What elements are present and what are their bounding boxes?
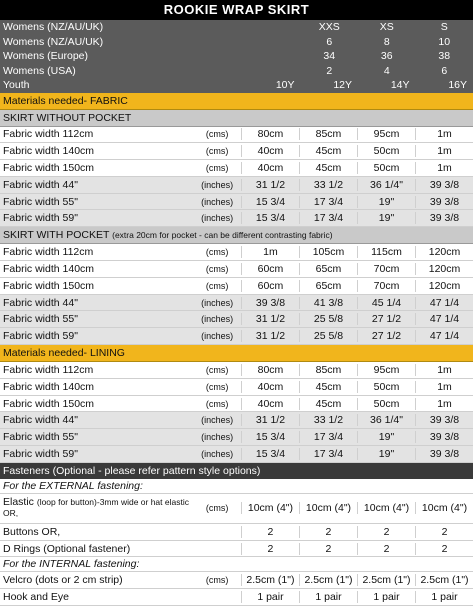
amount-value: 31 1/2 [241, 330, 299, 342]
measurement-row [0, 311, 473, 328]
fastener-row [0, 589, 473, 606]
measurement-row [0, 362, 473, 379]
unit-label: (cms) [193, 163, 241, 173]
fastener-amount: 2 [241, 526, 299, 538]
amount-value: 115cm [357, 246, 415, 258]
amount-value: 45cm [299, 381, 357, 393]
internal-fastening-table [0, 572, 473, 606]
page-title: ROOKIE WRAP SKIRT [0, 0, 473, 20]
with-pocket-note: (extra 20cm for pocket - can be different contrasting fabric) [112, 230, 332, 240]
amount-value: 60cm [241, 280, 299, 292]
fastener-amount: 1 pair [415, 591, 473, 603]
fastener-amount: 1 pair [299, 591, 357, 603]
measurement-row [0, 446, 473, 463]
measurement-row [0, 328, 473, 345]
unit-label: (cms) [193, 247, 241, 257]
amount-value: 41 3/8 [299, 297, 357, 309]
amount-value: 1m [415, 398, 473, 410]
amount-value: 1m [415, 364, 473, 376]
size-value: XXS [301, 21, 359, 33]
amount-value: 50cm [357, 398, 415, 410]
size-row-label: Womens (NZ/AU/UK) [0, 36, 243, 48]
size-row [0, 49, 473, 64]
measurement-row [0, 160, 473, 177]
size-value: 6 [301, 36, 359, 48]
fabric-width-label: Fabric width 112cm [0, 128, 193, 140]
amount-value: 25 5/8 [299, 313, 357, 325]
amount-value: 80cm [241, 128, 299, 140]
amount-value: 31 1/2 [241, 414, 299, 426]
amount-value: 19" [357, 431, 415, 443]
fastener-amount: 2.5cm (1") [241, 574, 299, 586]
measurement-row [0, 261, 473, 278]
fabric-width-label: Fabric width 55" [0, 431, 193, 443]
size-value: 2 [301, 65, 359, 77]
fasteners-section-header: Fasteners (Optional - please refer pattern style options) [0, 463, 473, 479]
size-row-label: Youth [0, 79, 243, 91]
unit-label: (inches) [193, 213, 241, 223]
fastener-amount: 10cm (4") [415, 502, 473, 514]
amount-value: 45cm [299, 145, 357, 157]
unit-label: (inches) [193, 331, 241, 341]
amount-value: 19" [357, 196, 415, 208]
fastener-amount: 2 [299, 543, 357, 555]
size-value: 14Y [358, 79, 416, 91]
fabric-width-label: Fabric width 44" [0, 179, 193, 191]
fastener-amount: 2 [415, 543, 473, 555]
fastener-amount: 10cm (4") [241, 502, 299, 514]
amount-value: 40cm [241, 162, 299, 174]
fabric-width-label: Fabric width 140cm [0, 381, 193, 393]
amount-value: 47 1/4 [415, 297, 473, 309]
amount-value: 1m [415, 381, 473, 393]
unit-label: (inches) [193, 432, 241, 442]
fastener-amount: 10cm (4") [357, 502, 415, 514]
lining-section-header: Materials needed- LINING [0, 345, 473, 362]
without-pocket-table [0, 127, 473, 228]
with-pocket-table [0, 244, 473, 345]
amount-value: 120cm [415, 246, 473, 258]
amount-value: 40cm [241, 145, 299, 157]
unit-label: (inches) [193, 415, 241, 425]
amount-value: 120cm [415, 280, 473, 292]
size-value: S [416, 21, 473, 33]
amount-value: 1m [415, 162, 473, 174]
amount-value: 39 3/8 [415, 212, 473, 224]
fastener-name: D Rings (Optional fastener) [3, 543, 130, 555]
fastener-amount: 2.5cm (1") [299, 574, 357, 586]
fastener-row [0, 541, 473, 558]
lining-table [0, 362, 473, 463]
fastener-amount: 2.5cm (1") [415, 574, 473, 586]
amount-value: 95cm [357, 364, 415, 376]
fastener-name: Buttons OR, [3, 526, 60, 538]
size-row-label: Womens (USA) [0, 65, 243, 77]
amount-value: 45 1/4 [357, 297, 415, 309]
amount-value: 65cm [299, 280, 357, 292]
unit-label: (inches) [193, 180, 241, 190]
amount-value: 105cm [299, 246, 357, 258]
fabric-width-label: Fabric width 150cm [0, 162, 193, 174]
amount-value: 17 3/4 [299, 212, 357, 224]
fastener-amount: 2 [299, 526, 357, 538]
amount-value: 1m [415, 145, 473, 157]
amount-value: 19" [357, 212, 415, 224]
amount-value: 1m [415, 128, 473, 140]
size-row-label: Womens (NZ/AU/UK) [0, 21, 243, 33]
fastener-amount: 10cm (4") [299, 502, 357, 514]
amount-value: 17 3/4 [299, 196, 357, 208]
fabric-width-label: Fabric width 112cm [0, 246, 193, 258]
amount-value: 50cm [357, 145, 415, 157]
internal-fastening-header: For the INTERNAL fastening: [0, 557, 473, 572]
amount-value: 27 1/2 [357, 330, 415, 342]
amount-value: 70cm [357, 263, 415, 275]
unit-label: (cms) [193, 365, 241, 375]
fastener-label [0, 591, 193, 603]
fastener-name: Hook and Eye [3, 591, 69, 603]
amount-value: 40cm [241, 398, 299, 410]
fastener-amount: 1 pair [357, 591, 415, 603]
measurement-row [0, 412, 473, 429]
fabric-width-label: Fabric width 44" [0, 414, 193, 426]
amount-value: 25 5/8 [299, 330, 357, 342]
fabric-width-label: Fabric width 140cm [0, 263, 193, 275]
measurement-row [0, 210, 473, 227]
unit-label: (cms) [193, 146, 241, 156]
amount-value: 39 3/8 [415, 431, 473, 443]
amount-value: 45cm [299, 162, 357, 174]
amount-value: 50cm [357, 162, 415, 174]
amount-value: 1m [241, 246, 299, 258]
amount-value: 15 3/4 [241, 212, 299, 224]
amount-value: 50cm [357, 381, 415, 393]
fastener-note: (loop for button)-3mm wide or hat elastic OR, [3, 497, 189, 518]
measurement-row [0, 194, 473, 211]
amount-value: 60cm [241, 263, 299, 275]
with-pocket-header [0, 227, 473, 244]
size-value: 10Y [243, 79, 301, 91]
fastener-label [0, 574, 193, 586]
fabric-width-label: Fabric width 59" [0, 448, 193, 460]
fastener-label [0, 543, 193, 555]
fabric-width-label: Fabric width 150cm [0, 280, 193, 292]
fastener-amount: 2 [357, 543, 415, 555]
amount-value: 47 1/4 [415, 330, 473, 342]
external-fastening-header: For the EXTERNAL fastening: [0, 479, 473, 494]
external-fastening-table [0, 494, 473, 558]
unit-label: (cms) [193, 382, 241, 392]
fastener-row [0, 524, 473, 541]
size-value: 6 [416, 65, 473, 77]
amount-value: 33 1/2 [299, 179, 357, 191]
amount-value: 39 3/8 [415, 179, 473, 191]
with-pocket-title: SKIRT WITH POCKET [3, 229, 109, 241]
size-value: 36 [358, 50, 416, 62]
fabric-width-label: Fabric width 112cm [0, 364, 193, 376]
amount-value: 15 3/4 [241, 196, 299, 208]
measurement-row [0, 127, 473, 144]
measurement-row [0, 295, 473, 312]
fabric-width-label: Fabric width 140cm [0, 145, 193, 157]
amount-value: 85cm [299, 364, 357, 376]
size-value: 34 [301, 50, 359, 62]
fastener-amount: 2 [357, 526, 415, 538]
amount-value: 36 1/4" [357, 414, 415, 426]
amount-value: 40cm [241, 381, 299, 393]
amount-value: 45cm [299, 398, 357, 410]
size-value: XS [358, 21, 416, 33]
unit-label: (inches) [193, 314, 241, 324]
fabric-width-label: Fabric width 150cm [0, 398, 193, 410]
unit-label: (cms) [193, 281, 241, 291]
unit-label: (cms) [193, 575, 241, 585]
size-row-label: Womens (Europe) [0, 50, 243, 62]
fastener-name: Elastic [3, 497, 34, 508]
measurement-row [0, 379, 473, 396]
amount-value: 15 3/4 [241, 431, 299, 443]
size-value: 4 [358, 65, 416, 77]
fabric-section-header: Materials needed- FABRIC [0, 93, 473, 110]
fastener-label [0, 526, 193, 538]
fastener-amount: 2 [241, 543, 299, 555]
measurement-row [0, 244, 473, 261]
amount-value: 15 3/4 [241, 448, 299, 460]
amount-value: 80cm [241, 364, 299, 376]
amount-value: 47 1/4 [415, 313, 473, 325]
amount-value: 85cm [299, 128, 357, 140]
amount-value: 17 3/4 [299, 448, 357, 460]
amount-value: 120cm [415, 263, 473, 275]
size-value: 10 [416, 36, 473, 48]
size-row [0, 20, 473, 35]
fastener-amount: 2.5cm (1") [357, 574, 415, 586]
size-value: 16Y [416, 79, 473, 91]
fastener-row [0, 572, 473, 589]
fabric-width-label: Fabric width 44" [0, 297, 193, 309]
size-value: 38 [416, 50, 473, 62]
amount-value: 39 3/8 [415, 196, 473, 208]
fastener-name: Velcro (dots or 2 cm strip) [3, 574, 123, 586]
amount-value: 39 3/8 [415, 414, 473, 426]
fabric-width-label: Fabric width 55" [0, 313, 193, 325]
measurement-row [0, 429, 473, 446]
fabric-width-label: Fabric width 59" [0, 330, 193, 342]
unit-label: (inches) [193, 197, 241, 207]
measurement-row [0, 278, 473, 295]
amount-value: 17 3/4 [299, 431, 357, 443]
size-row [0, 35, 473, 50]
amount-value: 31 1/2 [241, 179, 299, 191]
unit-label: (inches) [193, 449, 241, 459]
amount-value: 65cm [299, 263, 357, 275]
fabric-width-label: Fabric width 55" [0, 196, 193, 208]
amount-value: 19" [357, 448, 415, 460]
measurement-row [0, 177, 473, 194]
unit-label: (cms) [193, 129, 241, 139]
unit-label: (cms) [193, 399, 241, 409]
without-pocket-header: SKIRT WITHOUT POCKET [0, 110, 473, 127]
size-header [0, 20, 473, 93]
unit-label: (inches) [193, 298, 241, 308]
size-value: 12Y [301, 79, 359, 91]
unit-label: (cms) [193, 503, 241, 513]
size-value: 8 [358, 36, 416, 48]
fastener-amount: 2 [415, 526, 473, 538]
measurement-row [0, 396, 473, 413]
amount-value: 39 3/8 [241, 297, 299, 309]
amount-value: 33 1/2 [299, 414, 357, 426]
fastener-row [0, 494, 473, 524]
unit-label: (cms) [193, 264, 241, 274]
size-row [0, 78, 473, 93]
amount-value: 27 1/2 [357, 313, 415, 325]
fastener-label [0, 497, 193, 519]
amount-value: 70cm [357, 280, 415, 292]
amount-value: 31 1/2 [241, 313, 299, 325]
measurement-row [0, 143, 473, 160]
amount-value: 36 1/4" [357, 179, 415, 191]
amount-value: 95cm [357, 128, 415, 140]
fastener-amount: 1 pair [241, 591, 299, 603]
amount-value: 39 3/8 [415, 448, 473, 460]
size-row [0, 64, 473, 79]
fabric-width-label: Fabric width 59" [0, 212, 193, 224]
